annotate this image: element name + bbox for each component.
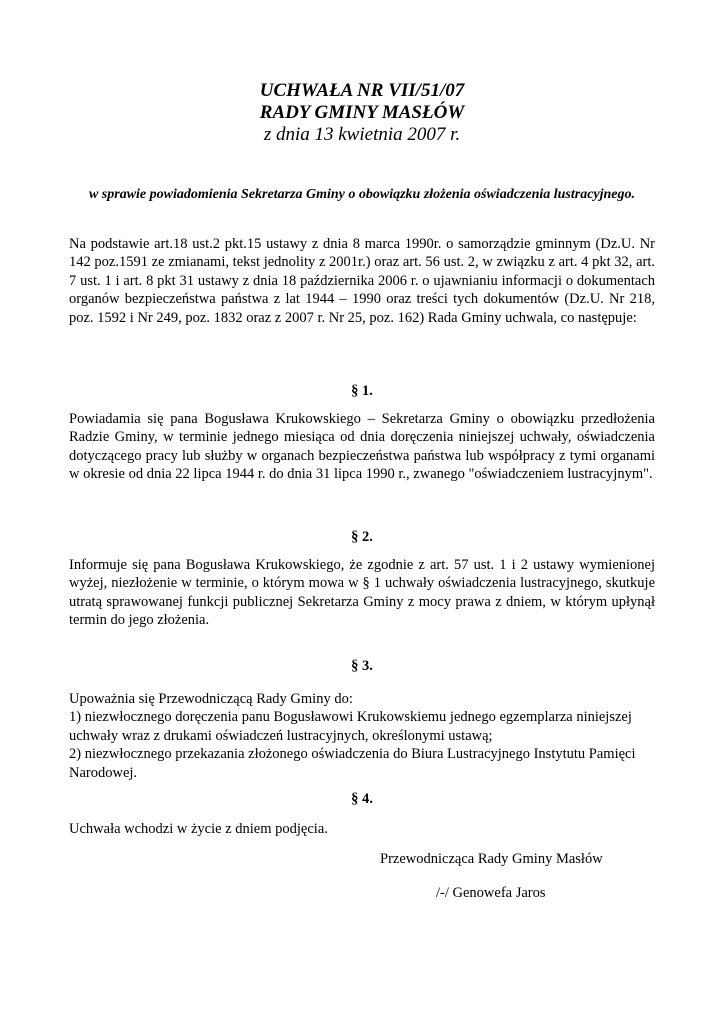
signature-name: /-/ Genowefa Jaros — [436, 885, 546, 901]
preamble: Na podstawie art.18 ust.2 pkt.15 ustawy z dnia 8 marca 1990r. o samorządzie gminnym (Dz.U. Nr 142 poz.1591 ze zmianami, tekst jednolity z 2001r.) oraz art. 56 ust. 2, w związku z art. 4 pkt 32, art. 7 ust. 1 i art. 8 pkt 31 ustawy z dnia 18 października 2006 r. o ujawnianiu informacji o dokumentach organów bezpieczeństwa państwa z lat 1944 – 1990 oraz treści tych dokumentów (Dz.U. Nr 218, poz. 1592 i Nr 249, poz. 1832 oraz z 2007 r. Nr 25, poz. 162) Rada Gminy uchwala, co następuje: — [69, 236, 655, 326]
section-1-text: Powiadamia się pana Bogusława Krukowskiego – Sekretarza Gminy o obowiązku przedłożenia Radzie Gminy, w terminie jednego miesiąca od dnia doręczenia niniejszej uchwały, oświadczenia dotyczącego pracy lub służby w organach bezpieczeństwa państwa lub współpracy z tymi organami w okresie od dnia 22 lipca 1944 r. do dnia 31 lipca 1990 r., zwanego "oświadczeniem lustracyjnym". — [69, 411, 655, 483]
issuing-body: RADY GMINY MASŁÓW — [259, 102, 465, 123]
resolution-header — [0, 80, 724, 146]
section-3-item-2: 2) niezwłocznego przekazania złożonego oświadczenia do Biura Lustracyjnego Instytutu Pamięci Narodowej. — [69, 746, 636, 781]
section-3-mark: § 3. — [351, 658, 373, 674]
section-2-mark: § 2. — [351, 529, 373, 545]
resolution-subject: w sprawie powiadomienia Sekretarza Gminy o obowiązku złożenia oświadczenia lustracyjnego. — [88, 187, 636, 202]
section-3-intro: Upoważnia się Przewodniczącą Rady Gminy do: — [69, 691, 353, 707]
section-3-item-1: 1) niezwłocznego doręczenia panu Bogusławowi Krukowskiemu jednego egzemplarza niniejszej uchwały wraz z drukami oświadczeń lustracyjnych, określonymi ustawą; — [69, 709, 632, 744]
section-2-text: Informuje się pana Bogusława Krukowskiego, że zgodnie z art. 57 ust. 1 i 2 ustawy wymienionej wyżej, niezłożenie w terminie, o którym mowa w § 1 uchwały oświadczenia lustracyjnego, skutkuje utratą sprawowanej funkcji publicznej Sekretarza Gminy z mocy prawa z dniem, w którym upłynął termin do jego złożenia. — [69, 557, 655, 629]
section-3-body — [69, 690, 655, 782]
section-4-text: Uchwała wchodzi w życie z dniem podjęcia. — [69, 821, 328, 837]
section-1-mark: § 1. — [351, 383, 373, 399]
resolution-date: z dnia 13 kwietnia 2007 r. — [263, 124, 461, 145]
signature-role: Przewodnicząca Rady Gminy Masłów — [380, 851, 603, 867]
section-4-mark: § 4. — [351, 791, 373, 807]
resolution-number: UCHWAŁA NR VII/51/07 — [259, 80, 465, 101]
